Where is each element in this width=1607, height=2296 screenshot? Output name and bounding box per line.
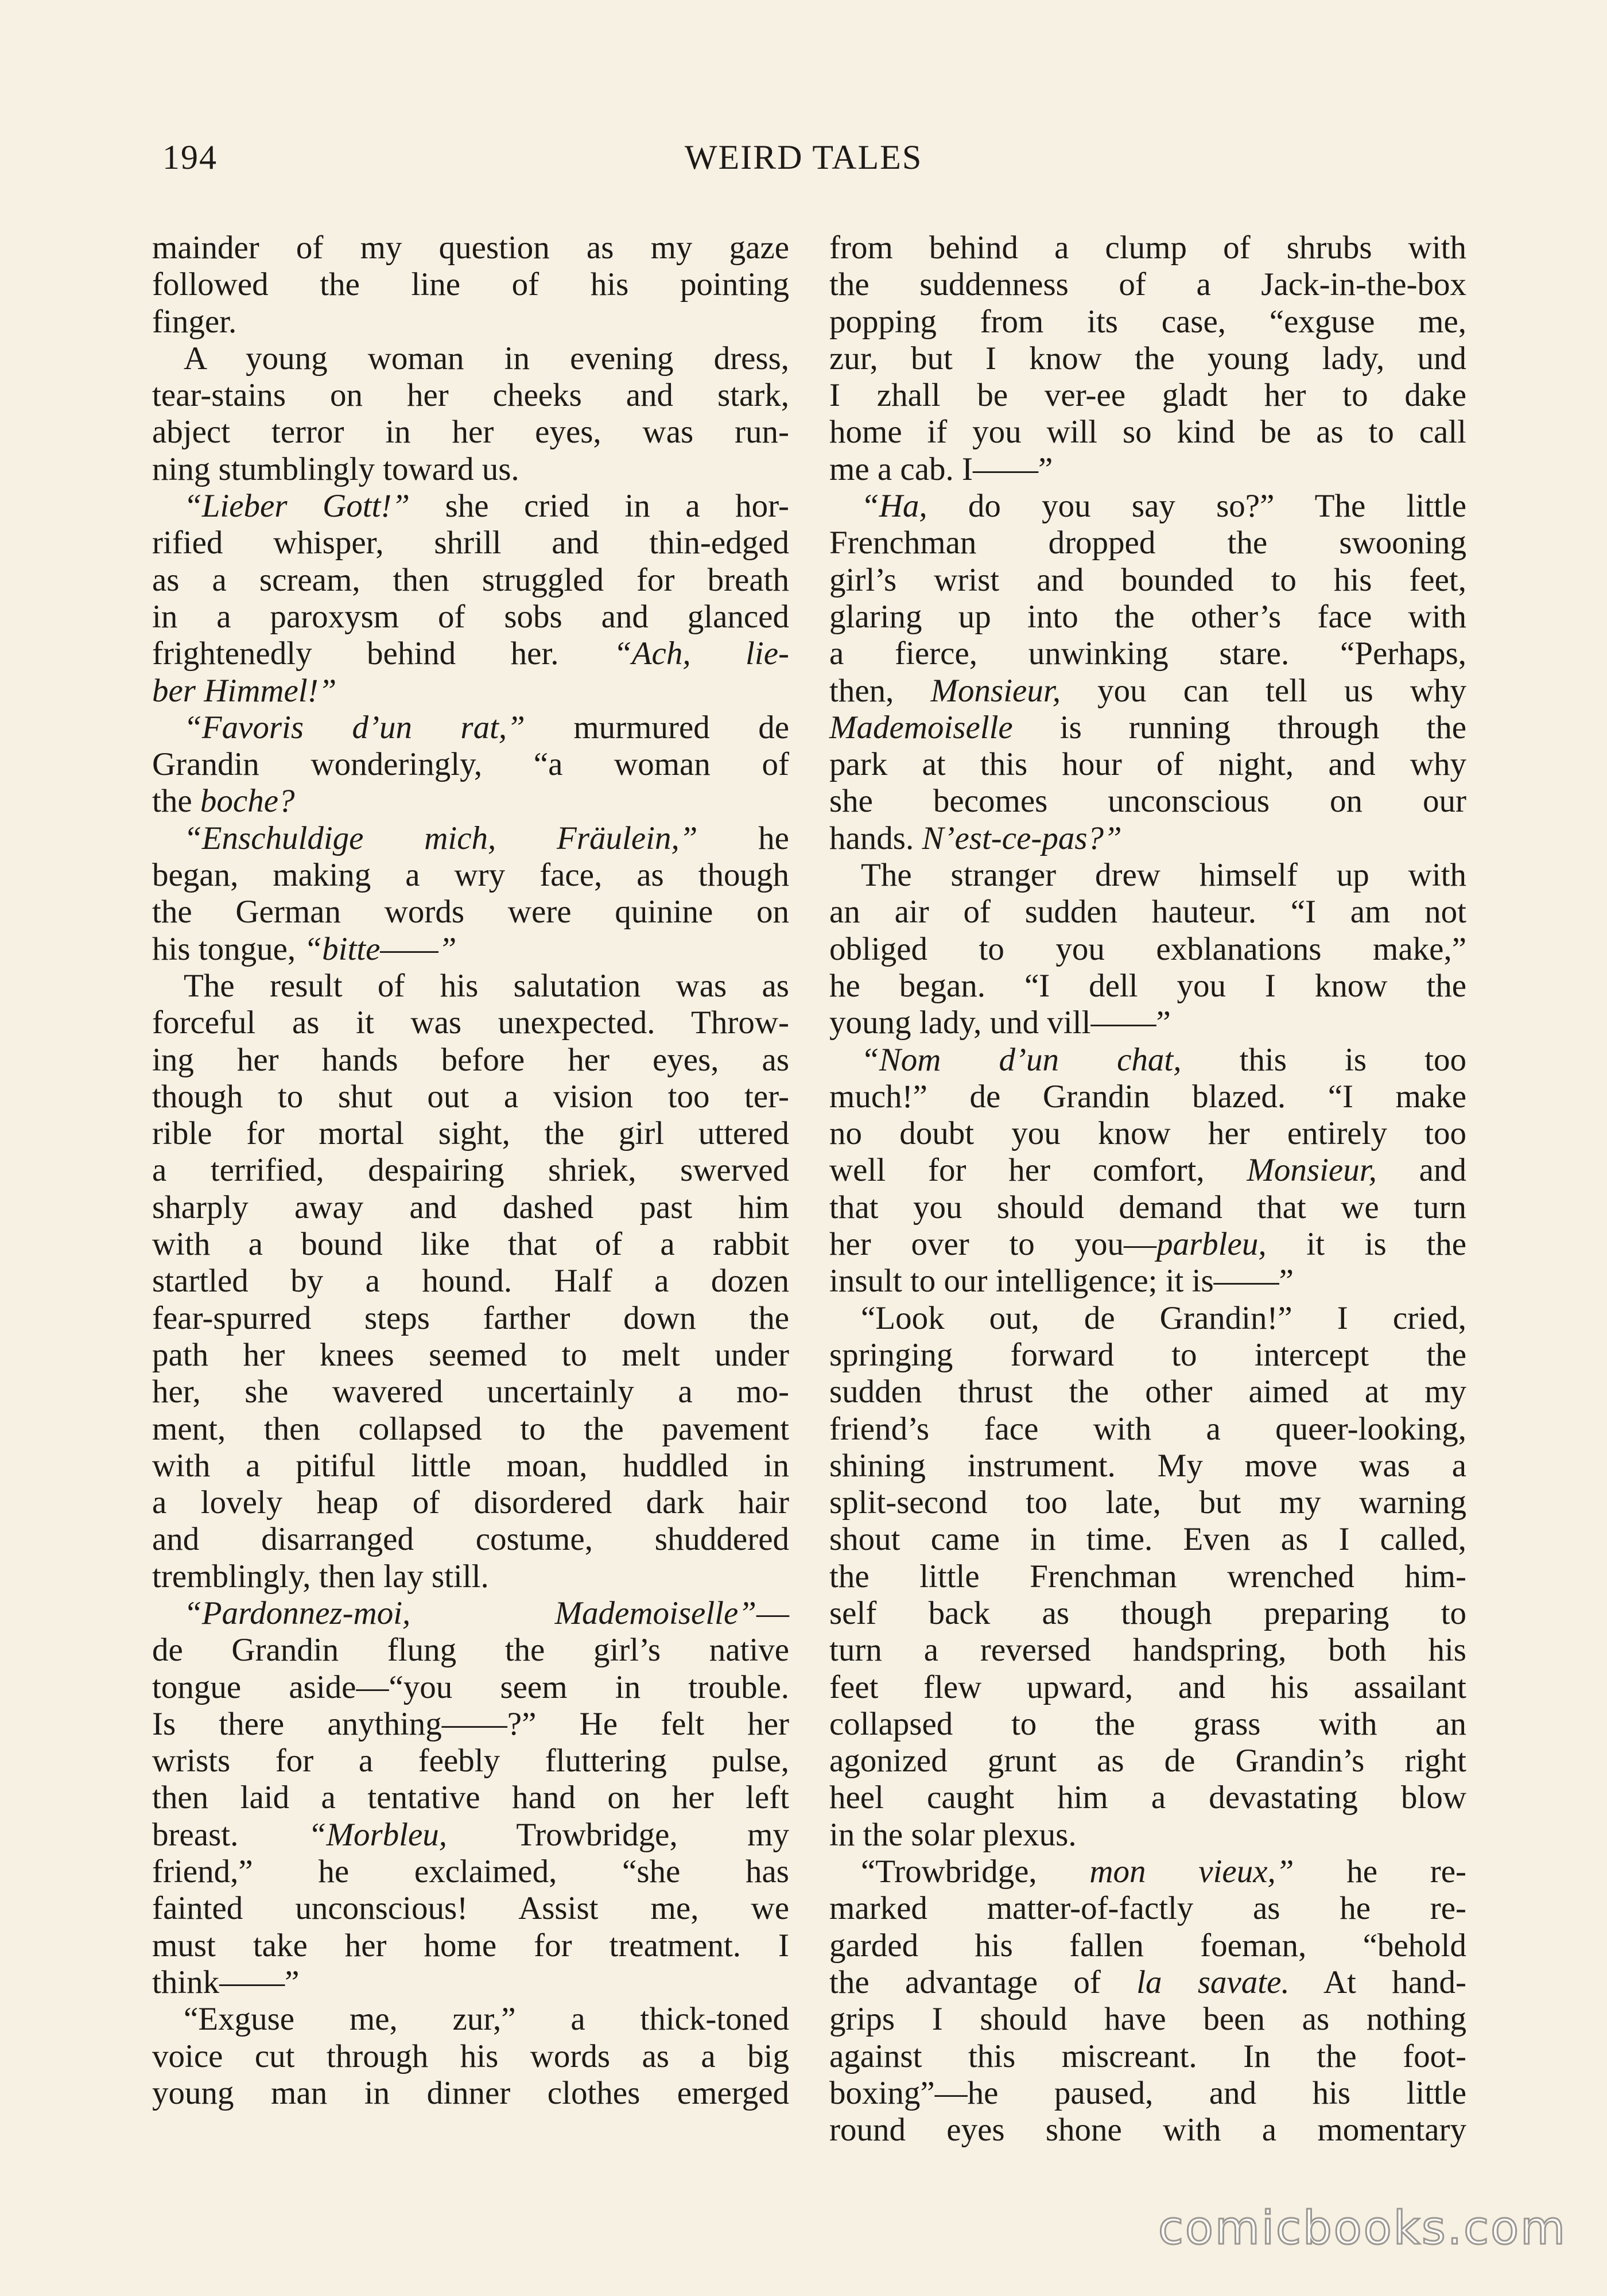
text-line: began, making a wry face, as though [152,857,789,894]
text-line: then laid a tentative hand on her left [152,1779,789,1816]
text-line: The result of his salutation was as [184,967,789,1004]
text-line: fear-spurred steps farther down the [152,1300,789,1336]
text-line: A young woman in evening dress, [184,340,789,377]
text-line: me a cab. I——” [829,451,1053,487]
text-line: The stranger drew himself up with [861,857,1466,894]
text-line: “Exguse me, zur,” a thick-toned [184,2001,789,2038]
text-line: collapsed to the grass with an [829,1705,1466,1742]
text-line: springing forward to intercept the [829,1336,1466,1373]
text-line: round eyes shone with a momentary [829,2112,1466,2148]
text-line: marked matter-of-factly as he re- [829,1890,1466,1927]
text-line: “Ha, do you say so?” The little [861,488,1466,525]
text-line: shout came in time. Even as I called, [829,1521,1466,1558]
text-line: boxing”—he paused, and his little [829,2074,1466,2111]
text-line: de Grandin flung the girl’s native [152,1632,789,1669]
text-line: sudden thrust the other aimed at my [829,1374,1466,1410]
text-line: “Enschuldige mich, Fräulein,” he [184,820,789,856]
text-line: finger. [152,303,237,340]
left-text-column [152,230,789,2112]
text-line: much!” de Grandin blazed. “I make [829,1078,1466,1115]
text-line: the advantage of la savate. At hand- [829,1964,1467,2000]
text-line: shining instrument. My move was a [829,1447,1466,1484]
text-line: “Nom d’un chat, this is too [861,1041,1466,1078]
text-line: ment, then collapsed to the pavement [152,1410,789,1447]
text-line: the little Frenchman wrenched him- [829,1558,1466,1595]
text-line: tongue aside—“you seem in trouble. [152,1669,789,1705]
text-line: ing her hands before her eyes, as [152,1041,789,1078]
text-line: frightenedly behind her. “Ach, lie- [152,635,789,672]
text-line: young man in dinner clothes emerged [152,2074,789,2111]
text-line: turn a reversed handspring, both his [829,1632,1466,1669]
text-line: hands. N’est-ce-pas?” [829,820,1122,856]
text-line: self back as though preparing to [829,1595,1466,1631]
right-text-column [829,230,1466,2148]
text-line: and disarranged costume, shuddered [152,1521,789,1558]
text-line: as a scream, then struggled for breath [152,561,789,598]
running-head [162,138,1445,189]
text-line: agonized grunt as de Grandin’s right [829,1743,1466,1779]
text-line: Is there anything——?” He felt her [152,1705,789,1742]
text-line: girl’s wrist and bounded to his feet, [829,561,1466,598]
text-line: with a pitiful little moan, huddled in [152,1447,789,1484]
magazine-title: WEIRD TALES [684,138,923,176]
text-line: garded his fallen foeman, “behold [829,1927,1466,1964]
text-line: home if you will so kind be as to call [829,414,1466,451]
text-line: path her knees seemed to melt under [152,1336,789,1373]
text-line: abject terror in her eyes, was run- [152,414,789,451]
text-line: that you should demand that we turn [829,1189,1466,1225]
text-line: well for her comfort, Monsieur, and [829,1152,1466,1189]
text-line: “Look out, de Grandin!” I cried, [861,1300,1466,1336]
text-line: ber Himmel!” [152,672,337,709]
text-line: “Pardonnez-moi, Mademoiselle”— [184,1595,789,1631]
text-line: with a bound like that of a rabbit [152,1226,789,1263]
text-line: wrists for a feebly fluttering pulse, [152,1743,789,1779]
text-line: a fierce, unwinking stare. “Perhaps, [829,635,1466,672]
text-line: her over to you—parbleu, it is the [829,1226,1466,1263]
page-number: 194 [162,138,218,176]
text-line: popping from its case, “exguse me, [829,303,1466,340]
text-line: her, she wavered uncertainly a mo- [152,1374,789,1410]
text-line: park at this hour of night, and why [829,746,1466,783]
text-line: followed the line of his pointing [152,266,789,303]
text-line: obliged to you exblanations make,” [829,930,1466,967]
text-line: rified whisper, shrill and thin-edged [152,525,789,561]
text-line: from behind a clump of shrubs with [829,230,1466,266]
text-line: though to shut out a vision too ter- [152,1078,789,1115]
text-line: fainted unconscious! Assist me, we [152,1890,789,1927]
text-line: sharply away and dashed past him [152,1189,789,1225]
text-line: split-second too late, but my warning [829,1484,1466,1521]
text-line: no doubt you know her entirely too [829,1115,1466,1152]
text-line: heel caught him a devastating blow [829,1779,1466,1816]
text-line: rible for mortal sight, the girl uttered [152,1115,789,1152]
text-line: the German words were quinine on [152,894,789,930]
text-line: in a paroxysm of sobs and glanced [152,598,789,635]
text-line: zur, but I know the young lady, und [829,340,1466,377]
text-line: tear-stains on her cheeks and stark, [152,377,789,414]
text-line: mainder of my question as my gaze [152,230,789,266]
text-line: breast. “Morbleu, Trowbridge, my [152,1816,789,1853]
text-line: friend’s face with a queer-looking, [829,1410,1466,1447]
text-line: “Lieber Gott!” she cried in a hor- [184,488,789,525]
text-line: an air of sudden hauteur. “I am not [829,894,1466,930]
text-line: the boche? [152,783,295,820]
text-line: “Favoris d’un rat,” murmured de [184,709,789,746]
text-line: tremblingly, then lay still. [152,1558,489,1595]
text-line: she becomes unconscious on our [829,783,1466,820]
text-line: must take her home for treatment. I [152,1927,789,1964]
text-line: voice cut through his words as a big [152,2038,789,2074]
text-line: in the solar plexus. [829,1816,1077,1853]
text-line: think——” [152,1964,300,2000]
text-line: then, Monsieur, you can tell us why [829,672,1466,709]
text-line: his tongue, “bitte——” [152,930,457,967]
text-line: Mademoiselle is running through the [829,709,1466,746]
text-line: Grandin wonderingly, “a woman of [152,746,789,783]
text-line: young lady, und vill——” [829,1004,1171,1041]
text-line: the suddenness of a Jack-in-the-box [829,266,1466,303]
text-line: a terrified, despairing shriek, swerved [152,1152,789,1189]
site-watermark: comicbooks.com [1158,2201,1567,2255]
text-line: Frenchman dropped the swooning [829,525,1466,561]
text-line: feet flew upward, and his assailant [829,1669,1466,1705]
text-line: startled by a hound. Half a dozen [152,1263,789,1300]
text-line: a lovely heap of disordered dark hair [152,1484,789,1521]
text-line: I zhall be ver-ee gladt her to dake [829,377,1466,414]
text-line: ning stumblingly toward us. [152,451,519,487]
text-line: grips I should have been as nothing [829,2001,1466,2038]
text-line: “Trowbridge, mon vieux,” he re- [861,1853,1466,1890]
text-line: he began. “I dell you I know the [829,967,1466,1004]
text-line: glaring up into the other’s face with [829,598,1466,635]
text-line: friend,” he exclaimed, “she has [152,1853,789,1890]
text-line: insult to our intelligence; it is——” [829,1263,1294,1300]
text-line: forceful as it was unexpected. Throw- [152,1004,789,1041]
text-line: against this miscreant. In the foot- [829,2038,1466,2074]
